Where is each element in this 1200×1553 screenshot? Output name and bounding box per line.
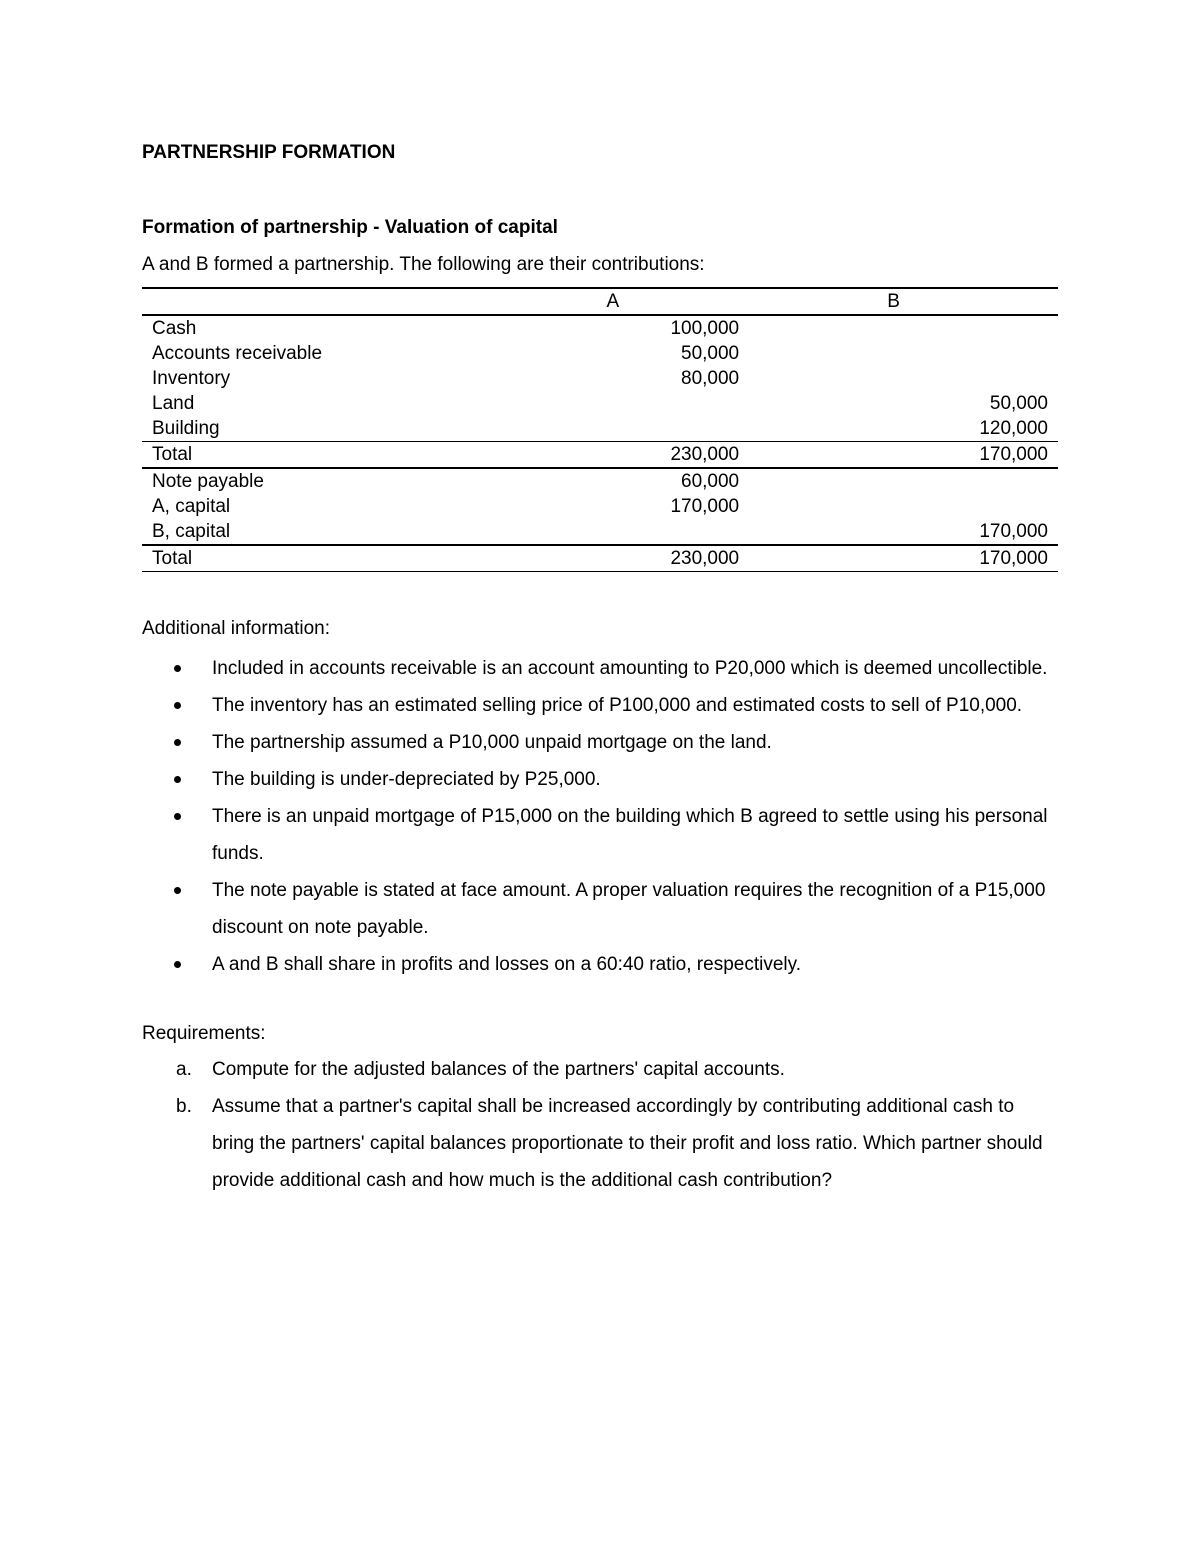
document-page bbox=[142, 138, 1058, 1199]
header-a: A bbox=[487, 288, 740, 315]
list-item bbox=[142, 761, 1058, 798]
intro-text: A and B formed a partnership. The following are their contributions: bbox=[142, 254, 705, 275]
row-label: B, capital bbox=[152, 521, 231, 542]
list-item-text: Compute for the adjusted balances of the partners' capital accounts. bbox=[212, 1059, 785, 1080]
list-item bbox=[142, 650, 1058, 687]
row-b-value bbox=[739, 494, 1058, 519]
additional-info-heading: Additional information: bbox=[142, 618, 330, 639]
table-total-row bbox=[142, 545, 1058, 572]
table-row bbox=[142, 315, 1058, 341]
table-row bbox=[142, 494, 1058, 519]
row-a-value: 100,000 bbox=[670, 318, 740, 339]
bullet-icon bbox=[174, 665, 181, 672]
row-b-value: 170,000 bbox=[979, 521, 1048, 542]
list-item-text: The note payable is stated at face amount. A proper valuation requires the recognition of a P15,000 discount on note payable. bbox=[212, 880, 1046, 938]
bullet-icon bbox=[174, 702, 181, 709]
header-label bbox=[142, 288, 487, 315]
row-a-value: 80,000 bbox=[681, 368, 740, 389]
list-marker: b. bbox=[176, 1096, 192, 1117]
bullet-icon bbox=[174, 739, 181, 746]
list-item-text: The inventory has an estimated selling price of P100,000 and estimated costs to sell of P10,000. bbox=[212, 695, 1023, 716]
row-a-value: 50,000 bbox=[681, 343, 740, 364]
row-b-value: 120,000 bbox=[979, 418, 1048, 439]
requirements-list bbox=[142, 1051, 1058, 1199]
bullet-icon bbox=[174, 776, 181, 783]
row-b-value bbox=[739, 315, 1058, 341]
list-item-text: The partnership assumed a P10,000 unpaid mortgage on the land. bbox=[212, 732, 772, 753]
table-total-row bbox=[142, 442, 1058, 469]
row-label: A, capital bbox=[152, 496, 231, 517]
list-item-text: Assume that a partner's capital shall be increased accordingly by contributing additional cash to bring the partners' capital balances proportionate to their profit and loss ratio. Which partner should provide additional cash and how much is the additional cash contribution? bbox=[212, 1096, 1043, 1191]
list-item bbox=[142, 872, 1058, 946]
row-label: Note payable bbox=[152, 471, 264, 492]
row-b-value: 50,000 bbox=[989, 393, 1048, 414]
bullet-icon bbox=[174, 813, 181, 820]
list-item-text: The building is under-depreciated by P25,000. bbox=[212, 769, 601, 790]
row-b-value bbox=[739, 468, 1058, 494]
row-label: Accounts receivable bbox=[152, 343, 323, 364]
row-a-value: 170,000 bbox=[670, 496, 740, 517]
bullet-icon bbox=[174, 887, 181, 894]
row-label: Cash bbox=[152, 318, 197, 339]
table-row bbox=[142, 366, 1058, 391]
list-item bbox=[142, 946, 1058, 983]
list-item-text: A and B shall share in profits and losses on a 60:40 ratio, respectively. bbox=[212, 954, 801, 975]
document-title: PARTNERSHIP FORMATION bbox=[142, 142, 396, 163]
row-label: Total bbox=[142, 442, 487, 469]
list-item bbox=[142, 798, 1058, 872]
row-a-value bbox=[487, 391, 740, 416]
list-item-text: Included in accounts receivable is an account amounting to P20,000 which is deemed uncollectible. bbox=[212, 658, 1048, 679]
table-row bbox=[142, 341, 1058, 366]
row-a-value bbox=[487, 519, 740, 545]
additional-info-list bbox=[142, 650, 1058, 983]
row-b-value: 170,000 bbox=[739, 442, 1058, 469]
requirements-heading: Requirements: bbox=[142, 1023, 266, 1044]
header-b: B bbox=[739, 288, 1058, 315]
list-item bbox=[142, 1051, 1058, 1088]
row-label: Total bbox=[142, 545, 487, 572]
list-marker: a. bbox=[176, 1059, 192, 1080]
row-b-value bbox=[739, 366, 1058, 391]
list-item-text: There is an unpaid mortgage of P15,000 on the building which B agreed to settle using his personal funds. bbox=[212, 806, 1048, 864]
row-label: Land bbox=[152, 393, 195, 414]
table-row bbox=[142, 468, 1058, 494]
table-row bbox=[142, 391, 1058, 416]
row-b-value: 170,000 bbox=[739, 545, 1058, 572]
row-a-value: 60,000 bbox=[681, 471, 740, 492]
table-row bbox=[142, 416, 1058, 442]
contributions-table bbox=[142, 287, 1058, 572]
bullet-icon bbox=[174, 961, 181, 968]
row-label: Inventory bbox=[152, 368, 231, 389]
row-label: Building bbox=[152, 418, 220, 439]
row-b-value bbox=[739, 341, 1058, 366]
list-item bbox=[142, 1088, 1058, 1199]
list-item bbox=[142, 724, 1058, 761]
table-header-row bbox=[142, 288, 1058, 315]
row-a-value bbox=[487, 416, 740, 442]
list-item bbox=[142, 687, 1058, 724]
table-row bbox=[142, 519, 1058, 545]
row-a-value: 230,000 bbox=[487, 545, 740, 572]
section-title: Formation of partnership - Valuation of capital bbox=[142, 217, 558, 238]
row-a-value: 230,000 bbox=[487, 442, 740, 469]
